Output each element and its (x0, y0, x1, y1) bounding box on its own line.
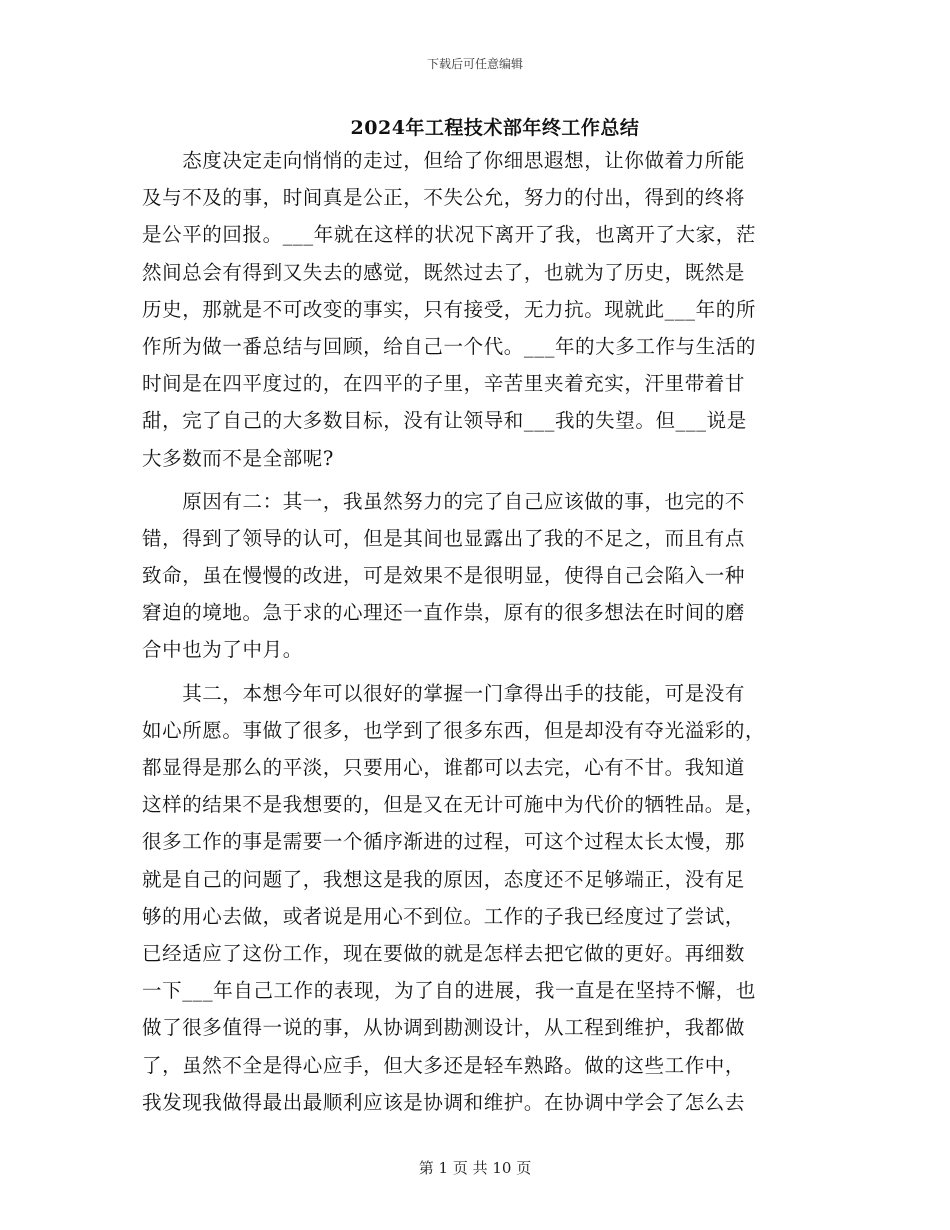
text-line: 原因有二：其一，我虽然努力的完了自己应该做的事，也完的不 (142, 489, 746, 513)
text-line: 做了很多值得一说的事，从协调到勘测设计，从工程到维护，我都做 (142, 1016, 746, 1040)
text-line: 致命，虽在慢慢的改进，可是效果不是很明显，使得自己会陷入一种 (142, 564, 746, 588)
text-line: 甜，完了自己的大多数目标，没有让领导和___我的失望。但___说是 (142, 409, 747, 433)
text-line: 一下___年自己工作的表现，为了自的进展，我一直是在坚持不懈，也 (142, 979, 756, 1003)
document-title: 2024年工程技术部年终工作总结 (350, 117, 640, 139)
text-line: 历史，那就是不可改变的事实，只有接受，无力抗。现就此___年的所 (142, 297, 756, 321)
text-line: 态度决定走向悄悄的走过，但给了你细思遐想，让你做着力所能 (142, 149, 746, 172)
text-line: 作所为做一番总结与回顾，给自己一个代。___年的大多工作与生活的 (142, 334, 756, 358)
text-line: 其二，本想今年可以很好的掌握一门拿得出手的技能，可是没有 (142, 681, 746, 705)
text-line: 是公平的回报。___年就在这样的状况下离开了我，也离开了大家，茫 (142, 223, 756, 247)
text-line: 都显得是那么的平淡，只要用心，谁都可以去完，心有不甘。我知道 (142, 756, 746, 779)
text-line: 然间总会有得到又失去的感觉，既然过去了，也就为了历史，既然是 (142, 260, 746, 284)
text-line: 合中也为了中月。 (142, 638, 303, 662)
text-line: 了，虽然不全是得心应手，但大多还是轻车熟路。做的这些工作中， (142, 1053, 746, 1077)
document-body (142, 142, 812, 1121)
text-line: 及与不及的事，时间真是公正，不失公允，努力的付出，得到的终将 (142, 186, 746, 210)
text-line: 大多数而不是全部呢? (142, 446, 334, 470)
text-line: 已经适应了这份工作，现在要做的就是怎样去把它做的更好。再细数 (142, 941, 746, 965)
text-line: 就是自己的问题了，我想这是我的原因，态度还不足够端正，没有足 (142, 867, 746, 891)
text-line: 很多工作的事是需要一个循序渐进的过程，可这个过程太长太慢，那 (142, 830, 746, 854)
text-line: 这样的结果不是我想要的，但是又在无计可施中为代价的牺牲品。是， (142, 793, 766, 817)
page-footer: 第 1 页 共 10 页 (418, 1159, 532, 1177)
text-line: 我发现我做得最出最顺利应该是协调和维护。在协调中学会了怎么去 (142, 1090, 746, 1114)
page-header: 下载后可任意编辑 (426, 57, 523, 71)
text-line: 够的用心去做，或者说是用心不到位。工作的子我已经度过了尝试， (142, 904, 746, 928)
text-line: 时间是在四平度过的，在四平的子里，辛苦里夹着充实，汗里带着甘 (142, 372, 746, 396)
text-line: 错，得到了领导的认可，但是其间也显露出了我的不足之，而且有点 (142, 526, 746, 550)
text-line: 如心所愿。事做了很多，也学到了很多东西，但是却没有夺光溢彩的， (142, 718, 766, 742)
text-line: 窘迫的境地。急于求的心理还一直作祟，原有的很多想法在时间的磨 (142, 601, 746, 625)
